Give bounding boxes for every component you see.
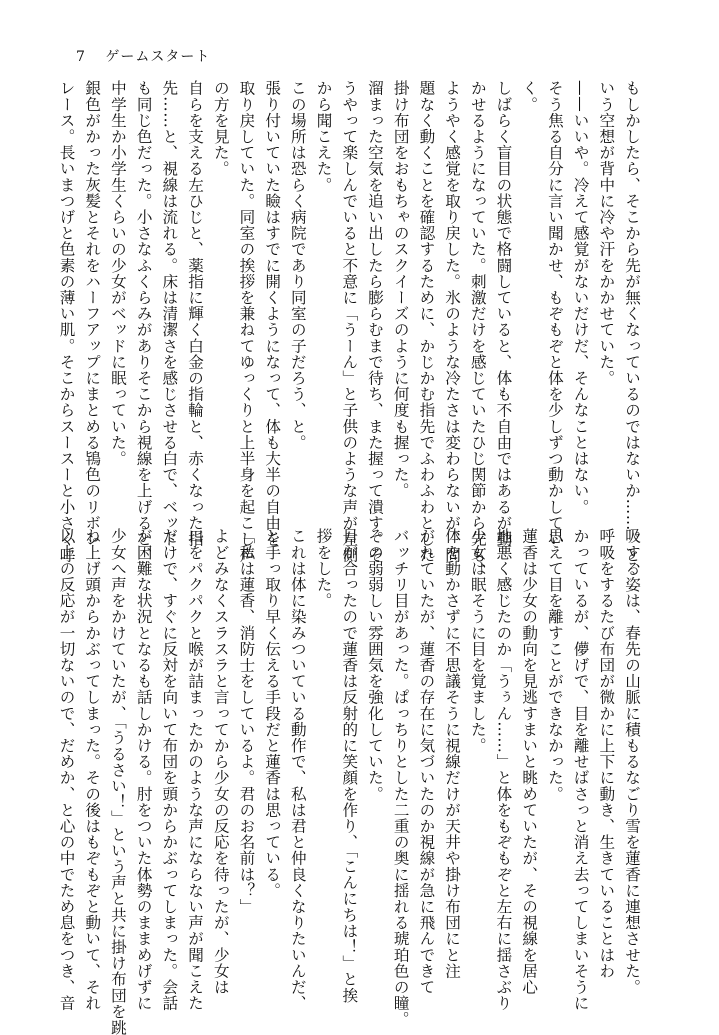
text-column: く。	[520, 80, 539, 113]
text-column: 張り付いていた瞼はすでに開くようになって、体も大半の自由を	[263, 80, 282, 547]
chapter-title: ゲームスタート	[105, 49, 211, 65]
text-column: しばらく盲目の状態で格闘していると、体も不自由ではあるが動	[494, 80, 513, 547]
page-number: 7	[76, 49, 86, 65]
text-column: 思えて目を離すことができなかった。	[545, 528, 564, 802]
text-column: と手っ取り早く伝える手段だと蓮香は思っている。	[263, 528, 282, 899]
text-column: 体を動かさずに不思議そうに視線だけが天井や掛け布団にと注	[443, 528, 462, 979]
text-column: ——いいや。冷えて感覚がないだけだ、そんなことはない。	[571, 80, 590, 515]
text-column: 先……と、視線は流れる。床は清潔さを感じさせる白で、ベッド	[160, 80, 179, 547]
text-column: も同じ色だった。小さなふくらみがありそこから視線を上げると、	[134, 80, 153, 563]
text-column: から聞こえた。	[314, 80, 333, 193]
text-column: 溜まった空気を追い出したら膨らむまで待ち、また握って潰す。そ	[365, 80, 384, 563]
text-column: もしかしたら、そこから先が無くなっているのではないか……。と、	[623, 80, 641, 580]
text-column: 吸する姿は、春先の山脈に積もるなごり雪を蓮香に連想させた。	[623, 528, 641, 995]
text-column: 少女は眠そうに目を覚ました。	[468, 528, 487, 754]
text-column: ようやく感覚を取り戻した。氷のような冷たさは変わらないが、問	[443, 80, 462, 563]
text-column: が困難な状況となるも話しかける。肘をついた体勢のままめげずに	[134, 528, 153, 1011]
text-column: 「私は蓮香、消防士をしているよ。君のお名前は？」	[237, 528, 256, 915]
text-column: この場所は恐らく病院であり同室の子だろう、と。	[288, 80, 307, 451]
text-column: 掛け布団をおもちゃのスクイーズのように何度も握った。	[391, 80, 410, 499]
text-column: 目が合ったので蓮香は反射的に笑顔を作り、「こんにちは！」と挨	[340, 528, 359, 1004]
text-column: 自らを支える左ひじと、薬指に輝く白金の指輪と、赤くなった指	[186, 80, 205, 547]
text-column: がれていたが、蓮香の存在に気づいたのか視線が急に飛んできて	[417, 528, 436, 995]
text-column: かっているが、儚げで、目を離せばさっと消え去ってしまいそうに	[571, 528, 590, 1011]
text-column: 拶をした。	[314, 528, 333, 609]
text-column: 取り戻していた。同室の挨拶を兼ねてゆっくりと上半身を起こし声	[237, 80, 256, 563]
text-column: 題なく動くことを確認するために、かじかむ指先でふわふわとした	[417, 80, 436, 563]
text-column: 銀色がかった灰髪とそれをハーフアップにまとめる鴇色のリボン	[83, 80, 102, 547]
text-column: レース。長いまつげと色素の薄い肌。そこからスースーと小さく呼	[57, 80, 76, 563]
text-column: 地悪く感じたのか「うぅん……」と体をもぞもぞと左右に揺さぶり	[494, 528, 513, 1011]
text-column: よどみなくスラスラと言ってから少女の反応を待ったが、少女は	[211, 528, 230, 995]
text-column: だけで、すぐに反対を向いて布団を頭からかぶってしまった。会話	[160, 528, 179, 1011]
text-column: 中学生か小学生くらいの少女がベッドに眠っていた。	[108, 80, 127, 467]
text-column: かせるようになっていた。刺激だけを感じていたひじ関節から先も、	[468, 80, 487, 580]
text-column: バッチリ目があった。ぱっちりとした二重の奥に揺れる琥珀色の瞳。	[391, 528, 410, 1028]
text-column: の方を見た。	[211, 80, 230, 177]
text-column: 以上の反応が一切ないので、だめか、と心の中でため息をつき、音	[57, 528, 76, 1011]
text-column: いう空想が背中に冷や汗をかかせていた。	[597, 80, 616, 386]
running-header	[76, 46, 210, 66]
bottom-text-block	[57, 528, 644, 1035]
text-column: ね上げ頭からかぶってしまった。その後はもぞもぞと動いて、それ	[83, 528, 102, 1011]
text-column: これは体に染みついている動作で、私は君と仲良くなりたいんだ、	[288, 528, 307, 1011]
text-column: その弱弱しい雰囲気を強化していた。	[365, 528, 384, 802]
text-column: そう焦る自分に言い聞かせ、もぞもぞと体を少しずつ動かしてい	[545, 80, 564, 547]
text-column: 蓮香は少女の動向を見逃すまいと眺めていたが、その視線を居心	[520, 528, 539, 995]
text-column: 少女へ声をかけていたが、「うるさい！」という声と共に掛け布団を跳	[108, 528, 127, 1035]
text-column: うやって楽しんでいると不意に「うーん」と子供のような声が左側	[340, 80, 359, 563]
text-column: 呼吸をするたび布団が微かに上下に動き、生きていることはわ	[597, 528, 616, 979]
text-column: 口をパクパクと喉が詰まったかのような声にならない声が聞こえた	[186, 528, 205, 1011]
